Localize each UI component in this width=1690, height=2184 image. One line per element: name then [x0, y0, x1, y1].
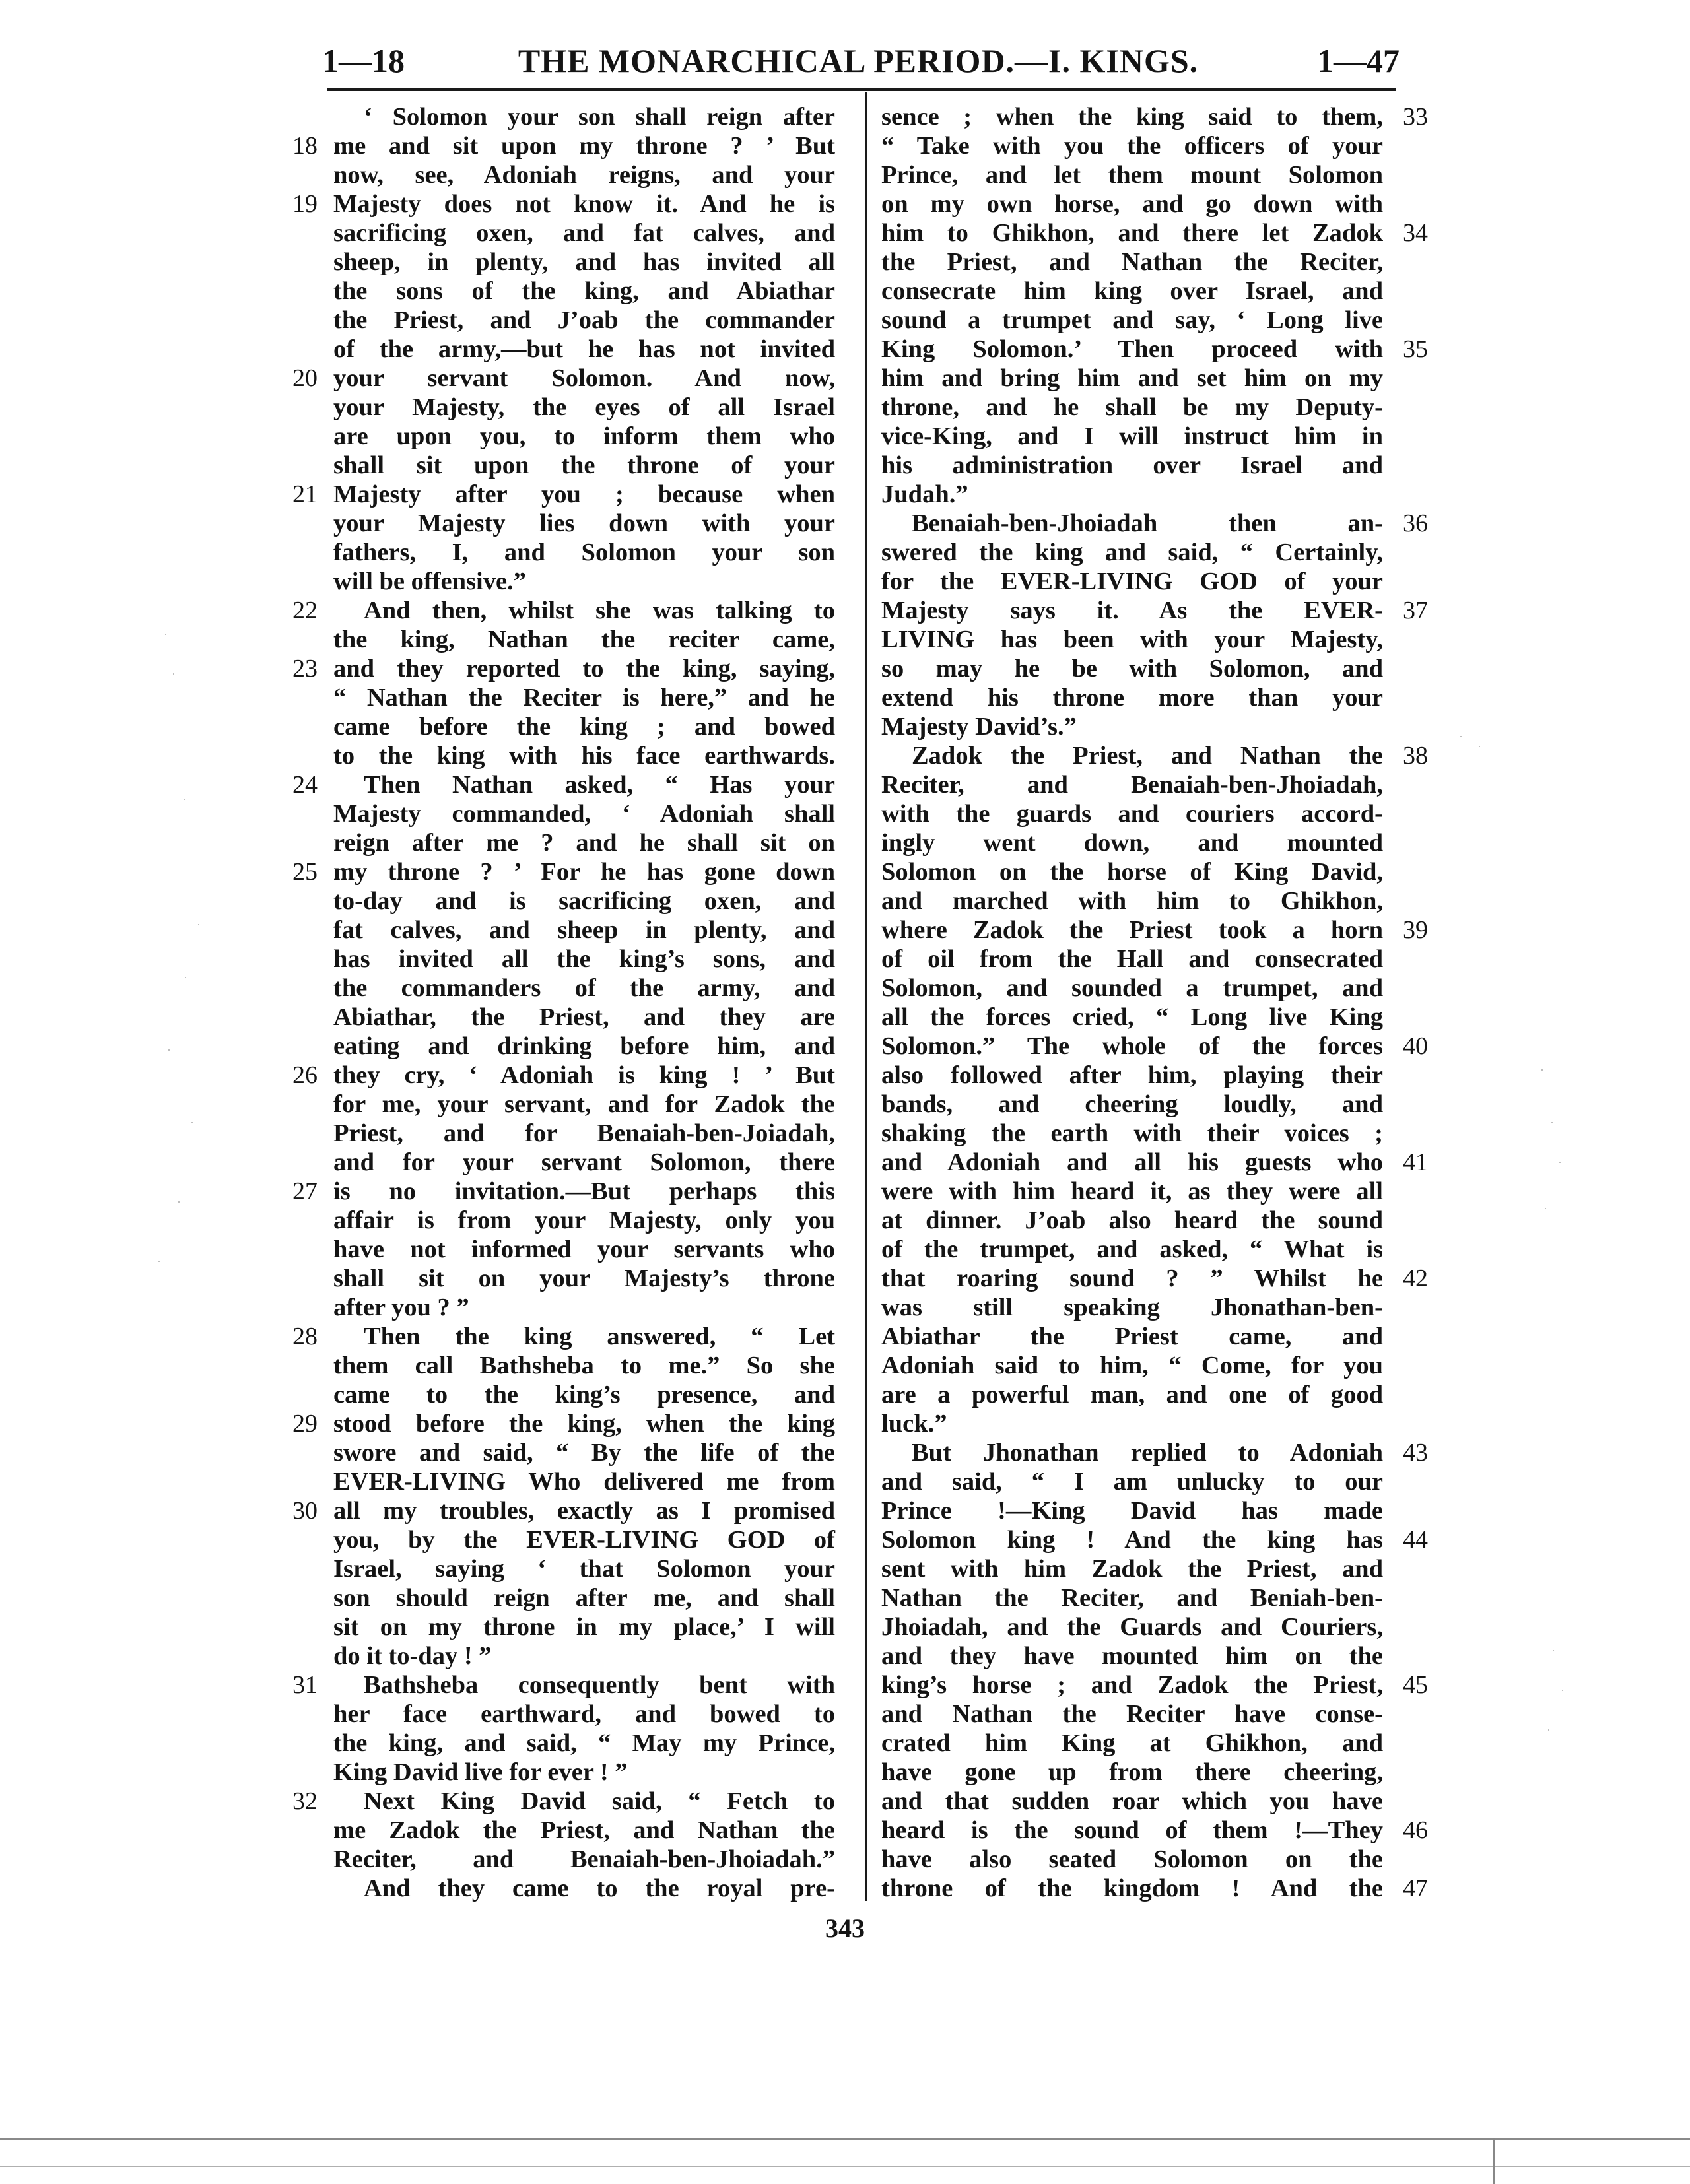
text-line — [881, 1061, 1383, 1090]
line-text: Solomon king ! And the king has — [881, 1526, 1383, 1554]
left-text-column — [292, 102, 835, 1903]
line-text: the commanders of the army, and — [333, 974, 835, 1002]
text-line — [292, 1061, 835, 1090]
text-line — [333, 1206, 835, 1235]
verse-number: 33 — [1403, 103, 1428, 131]
verse-number: 28 — [292, 1323, 318, 1350]
text-line — [881, 799, 1383, 828]
line-text: sit on my throne in my place,’ I will — [333, 1613, 835, 1641]
line-text: of the army,—but he has not invited — [333, 335, 835, 363]
line-text: crated him King at Ghikhon, and — [881, 1729, 1383, 1757]
column-divider — [865, 92, 867, 1901]
line-text: shaking the earth with their voices ; — [881, 1119, 1383, 1147]
text-line — [881, 364, 1383, 393]
line-text: fat calves, and sheep in plenty, and — [333, 916, 835, 944]
line-text: and said, “ I am unlucky to our — [881, 1468, 1383, 1496]
text-line — [333, 102, 835, 131]
line-text: sheep, in plenty, and has invited all — [333, 248, 835, 276]
text-line — [333, 915, 835, 944]
text-line — [292, 1671, 835, 1700]
page-number: 343 — [825, 1913, 865, 1943]
verse-number: 34 — [1403, 219, 1428, 247]
line-text: they cry, ‘ Adoniah is king ! ’ But — [333, 1061, 835, 1089]
line-text: so may he be with Solomon, and — [881, 655, 1383, 682]
line-text: Prince !—King David has made — [881, 1497, 1383, 1525]
line-text: heard is the sound of them !—They — [881, 1816, 1383, 1844]
line-text: his administration over Israel and — [881, 451, 1383, 479]
line-text: But Jhonathan replied to Adoniah — [912, 1439, 1383, 1467]
line-text: all my troubles, exactly as I promised — [333, 1497, 835, 1525]
text-line — [333, 1845, 835, 1874]
verse-number: 27 — [292, 1177, 318, 1205]
text-line — [881, 1496, 1383, 1525]
line-text: affair is from your Majesty, only you — [333, 1207, 835, 1234]
text-line — [881, 1438, 1428, 1467]
verse-number: 37 — [1403, 597, 1428, 624]
line-text: Judah.” — [881, 480, 968, 508]
line-text: Reciter, and Benaiah-ben-Jhoiadah.” — [333, 1845, 835, 1873]
text-line — [333, 335, 835, 364]
line-text: also followed after him, playing their — [881, 1061, 1383, 1089]
line-text: Israel, saying ‘ that Solomon your — [333, 1555, 835, 1583]
verse-number: 20 — [292, 364, 318, 392]
scan-edge-line — [0, 2166, 1690, 2167]
text-line — [881, 1206, 1383, 1235]
line-text: consecrate him king over Israel, and — [881, 277, 1383, 305]
line-text: Majesty David’s.” — [881, 713, 1077, 741]
line-text: are a powerful man, and one of good — [881, 1381, 1383, 1408]
line-text: of the trumpet, and asked, “ What is — [881, 1236, 1383, 1263]
line-text: vice-King, and I will instruct him in — [881, 422, 1383, 450]
line-text: Majesty after you ; because when — [333, 480, 835, 508]
text-line — [881, 1583, 1383, 1612]
text-line — [881, 1612, 1383, 1641]
text-line — [881, 1177, 1383, 1206]
text-line — [333, 1003, 835, 1032]
text-line — [292, 189, 835, 218]
line-text: And they came to the royal pre- — [364, 1874, 835, 1902]
line-text: my throne ? ’ For he has gone down — [333, 858, 835, 886]
line-text: have gone up from there cheering, — [881, 1758, 1383, 1786]
verse-number: 30 — [292, 1497, 318, 1525]
verse-number: 31 — [292, 1671, 318, 1699]
line-text: your Majesty, the eyes of all Israel — [333, 393, 835, 421]
text-line — [292, 1409, 835, 1438]
line-text: and Nathan the Reciter have conse- — [881, 1700, 1383, 1728]
text-line — [881, 1700, 1383, 1729]
line-text: him and bring him and set him on my — [881, 364, 1383, 392]
text-line — [333, 712, 835, 741]
text-line — [292, 1177, 835, 1206]
line-text: was still speaking Jhonathan-ben- — [881, 1294, 1383, 1321]
text-line — [881, 567, 1383, 596]
verse-number: 41 — [1403, 1148, 1428, 1176]
verse-number: 32 — [292, 1787, 318, 1815]
line-text: Abiathar the Priest came, and — [881, 1323, 1383, 1350]
line-text: her face earthward, and bowed to — [333, 1700, 835, 1728]
line-text: the sons of the king, and Abiathar — [333, 277, 835, 305]
text-line — [292, 1496, 835, 1525]
text-line — [333, 1380, 835, 1409]
line-text: to-day and is sacrificing oxen, and — [333, 887, 835, 915]
text-line — [881, 102, 1428, 131]
text-line — [881, 857, 1383, 886]
line-text: now, see, Adoniah reigns, and your — [333, 161, 835, 189]
text-line — [881, 1090, 1383, 1119]
line-text: fathers, I, and Solomon your son — [333, 539, 835, 566]
line-text: Adoniah said to him, “ Come, for you — [881, 1352, 1383, 1379]
line-text: Abiathar, the Priest, and they are — [333, 1003, 835, 1031]
line-text: Benaiah-ben-Jhoiadah then an- — [912, 510, 1383, 537]
line-text: King David live for ever ! ” — [333, 1758, 628, 1786]
text-line — [333, 1235, 835, 1264]
line-text: is no invitation.—But perhaps this — [333, 1177, 835, 1205]
text-line — [333, 1583, 835, 1612]
text-line — [881, 1758, 1383, 1787]
verse-number: 46 — [1403, 1816, 1428, 1844]
text-line — [333, 944, 835, 974]
line-text: came before the king ; and bowed — [333, 713, 835, 741]
text-line — [881, 1322, 1383, 1351]
line-text: “ Nathan the Reciter is here,” and he — [333, 684, 835, 711]
text-line — [333, 741, 835, 770]
right-text-column — [881, 102, 1428, 1903]
line-text: and Adoniah and all his guests who — [881, 1148, 1383, 1176]
text-line — [333, 277, 835, 306]
text-line — [333, 1148, 835, 1177]
text-line — [881, 1641, 1383, 1671]
line-text: sacrificing oxen, and fat calves, and — [333, 219, 835, 247]
text-line — [333, 160, 835, 189]
text-line — [881, 974, 1383, 1003]
line-text: king’s horse ; and Zadok the Priest, — [881, 1671, 1383, 1699]
text-line — [333, 1119, 835, 1148]
text-line — [881, 1845, 1383, 1874]
header-rule — [327, 88, 1396, 91]
text-line — [333, 1264, 835, 1293]
text-line — [333, 1874, 835, 1903]
text-line — [333, 306, 835, 335]
text-line — [881, 1293, 1383, 1322]
text-line — [881, 886, 1383, 915]
line-text: Nathan the Reciter, and Beniah-ben- — [881, 1584, 1383, 1612]
text-line — [333, 248, 835, 277]
line-text: throne of the kingdom ! And the — [881, 1874, 1383, 1902]
text-line — [292, 596, 835, 625]
text-line — [292, 654, 835, 683]
text-line — [881, 1032, 1428, 1061]
line-text: the king, Nathan the reciter came, — [333, 626, 835, 653]
line-text: luck.” — [881, 1410, 947, 1438]
text-line — [292, 1787, 835, 1816]
text-line — [881, 1874, 1428, 1903]
line-text: Majesty commanded, ‘ Adoniah shall — [333, 800, 835, 828]
text-line — [881, 393, 1383, 422]
line-text: bands, and cheering loudly, and — [881, 1090, 1383, 1118]
text-line — [333, 1700, 835, 1729]
line-text: your Majesty lies down with your — [333, 510, 835, 537]
line-text: Priest, and for Benaiah-ben-Joiadah, — [333, 1119, 835, 1147]
verse-number: 40 — [1403, 1032, 1428, 1060]
text-line — [333, 538, 835, 567]
text-line — [881, 1554, 1383, 1583]
text-line — [333, 1351, 835, 1380]
text-line — [333, 799, 835, 828]
text-line — [333, 422, 835, 451]
line-text: have not informed your servants who — [333, 1236, 835, 1263]
text-line — [881, 654, 1383, 683]
text-line — [333, 1612, 835, 1641]
line-text: Solomon, and sounded a trumpet, and — [881, 974, 1383, 1002]
text-line — [881, 480, 1383, 509]
line-text: sence ; when the king said to them, — [881, 103, 1383, 131]
line-text: Then Nathan asked, “ Has your — [364, 771, 835, 799]
line-text: Majesty does not know it. And he is — [333, 190, 835, 218]
text-line — [881, 944, 1383, 974]
line-text: sound a trumpet and say, ‘ Long live — [881, 306, 1383, 334]
text-line — [881, 1351, 1383, 1380]
line-text: Bathsheba consequently bent with — [364, 1671, 835, 1699]
text-line — [881, 131, 1383, 160]
text-line — [881, 277, 1383, 306]
line-text: for me, your servant, and for Zadok the — [333, 1090, 835, 1118]
text-line — [333, 1293, 835, 1322]
line-text: him to Ghikhon, and there let Zadok — [881, 219, 1383, 247]
text-line — [333, 683, 835, 712]
text-line — [881, 625, 1383, 654]
line-text: King Solomon.’ Then proceed with — [881, 335, 1383, 363]
verse-number: 43 — [1403, 1439, 1428, 1467]
text-line — [881, 189, 1383, 218]
verse-number: 26 — [292, 1061, 318, 1089]
line-text: Majesty says it. As the EVER- — [881, 597, 1383, 624]
text-line — [333, 1816, 835, 1845]
line-text: to the king with his face earthwards. — [333, 742, 835, 770]
line-text: on my own horse, and go down with — [881, 190, 1383, 218]
text-line — [881, 218, 1428, 248]
line-text: and for your servant Solomon, there — [333, 1148, 835, 1176]
text-line — [881, 915, 1428, 944]
text-line — [292, 131, 835, 160]
line-text: shall sit on your Majesty’s throne — [333, 1265, 835, 1292]
text-line — [333, 1090, 835, 1119]
verse-number: 45 — [1403, 1671, 1428, 1699]
verse-number: 38 — [1403, 742, 1428, 770]
line-text: after you ? ” — [333, 1294, 469, 1321]
verse-number: 42 — [1403, 1265, 1428, 1292]
line-text: has invited all the king’s sons, and — [333, 945, 835, 973]
line-text: Zadok the Priest, and Nathan the — [912, 742, 1383, 770]
line-text: LIVING has been with your Majesty, — [881, 626, 1383, 653]
line-text: EVER-LIVING Who delivered me from — [333, 1468, 835, 1496]
line-text: where Zadok the Priest took a horn — [881, 916, 1383, 944]
scan-edge-mark — [1493, 2138, 1495, 2184]
line-text: shall sit upon the throne of your — [333, 451, 835, 479]
text-line — [333, 828, 835, 857]
verse-number: 24 — [292, 771, 318, 799]
line-text: Jhoiadah, and the Guards and Couriers, — [881, 1613, 1383, 1641]
line-text: you, by the EVER-LIVING GOD of — [333, 1526, 835, 1554]
text-line — [333, 1641, 835, 1671]
line-text: Solomon.” The whole of the forces — [881, 1032, 1383, 1060]
line-text: were with him heard it, as they were all — [881, 1177, 1383, 1205]
line-text: your servant Solomon. And now, — [333, 364, 835, 392]
text-line — [881, 1264, 1428, 1293]
text-line — [881, 1409, 1383, 1438]
text-line — [881, 306, 1383, 335]
header-verse-range-right: 1—47 — [1317, 42, 1400, 79]
verse-number: 25 — [292, 858, 318, 886]
text-line — [333, 1438, 835, 1467]
verse-number: 19 — [292, 190, 318, 218]
text-line — [881, 1148, 1428, 1177]
text-line — [881, 1729, 1383, 1758]
verse-number: 47 — [1403, 1874, 1428, 1902]
text-line — [881, 712, 1383, 741]
running-header — [310, 41, 1406, 81]
line-text: swered the king and said, “ Certainly, — [881, 539, 1383, 566]
text-line — [881, 509, 1428, 538]
line-text: will be offensive.” — [333, 568, 526, 595]
text-line — [881, 160, 1383, 189]
verse-number: 22 — [292, 597, 318, 624]
text-line — [881, 828, 1383, 857]
text-line — [333, 886, 835, 915]
text-line — [881, 1380, 1383, 1409]
text-line — [333, 509, 835, 538]
header-title: THE MONARCHICAL PERIOD.—I. KINGS. — [518, 42, 1199, 79]
line-text: the Priest, and J’oab the commander — [333, 306, 835, 334]
line-text: them call Bathsheba to me.” So she — [333, 1352, 835, 1379]
verse-number: 21 — [292, 480, 318, 508]
text-line — [881, 422, 1383, 451]
text-line — [881, 596, 1428, 625]
line-text: of oil from the Hall and consecrated — [881, 945, 1383, 973]
text-line — [881, 1525, 1428, 1554]
line-text: the king, and said, “ May my Prince, — [333, 1729, 835, 1757]
line-text: “ Take with you the officers of your — [881, 132, 1383, 160]
line-text: sent with him Zadok the Priest, and — [881, 1555, 1383, 1583]
text-line — [292, 857, 835, 886]
verse-number: 39 — [1403, 916, 1428, 944]
line-text: are upon you, to inform them who — [333, 422, 835, 450]
line-text: ‘ Solomon your son shall reign after — [364, 103, 835, 131]
verse-number: 36 — [1403, 510, 1428, 537]
text-line — [881, 335, 1428, 364]
verse-number: 29 — [292, 1410, 318, 1438]
text-line — [881, 1467, 1383, 1496]
verse-number: 35 — [1403, 335, 1428, 363]
line-text: have also seated Solomon on the — [881, 1845, 1383, 1873]
line-text: swore and said, “ By the life of the — [333, 1439, 835, 1467]
scan-edge-line — [0, 2138, 1690, 2140]
text-line — [881, 1119, 1383, 1148]
line-text: throne, and he shall be my Deputy- — [881, 393, 1383, 421]
line-text: and they have mounted him on the — [881, 1642, 1383, 1670]
line-text: eating and drinking before him, and — [333, 1032, 835, 1060]
line-text: came to the king’s presence, and — [333, 1381, 835, 1408]
line-text: stood before the king, when the king — [333, 1410, 835, 1438]
line-text: ingly went down, and mounted — [881, 829, 1383, 857]
line-text: for the EVER-LIVING GOD of your — [881, 568, 1383, 595]
line-text: with the guards and couriers accord- — [881, 800, 1383, 828]
line-text: And then, whilst she was talking to — [364, 597, 835, 624]
line-text: and they reported to the king, saying, — [333, 655, 835, 682]
text-line — [292, 480, 835, 509]
line-text: and that sudden roar which you have — [881, 1787, 1383, 1815]
line-text: me Zadok the Priest, and Nathan the — [333, 1816, 835, 1844]
text-line — [881, 741, 1428, 770]
line-text: at dinner. J’oab also heard the sound — [881, 1207, 1383, 1234]
text-line — [333, 1032, 835, 1061]
line-text: and marched with him to Ghikhon, — [881, 887, 1383, 915]
text-line — [333, 1758, 835, 1787]
text-line — [333, 625, 835, 654]
text-line — [881, 1671, 1428, 1700]
text-line — [881, 1816, 1428, 1845]
line-text: son should reign after me, and shall — [333, 1584, 835, 1612]
text-line — [292, 364, 835, 393]
verse-number: 23 — [292, 655, 318, 682]
line-text: all the forces cried, “ Long live King — [881, 1003, 1383, 1031]
text-line — [333, 1729, 835, 1758]
text-line — [333, 218, 835, 248]
verse-number: 18 — [292, 132, 318, 160]
text-line — [333, 451, 835, 480]
text-line — [292, 770, 835, 799]
line-text: the Priest, and Nathan the Reciter, — [881, 248, 1383, 276]
text-line — [881, 538, 1383, 567]
line-text: Reciter, and Benaiah-ben-Jhoiadah, — [881, 771, 1383, 799]
text-line — [333, 567, 835, 596]
line-text: Solomon on the horse of King David, — [881, 858, 1383, 886]
text-line — [333, 1554, 835, 1583]
text-line — [333, 1467, 835, 1496]
text-line — [333, 974, 835, 1003]
text-line — [881, 248, 1383, 277]
text-line — [881, 1787, 1383, 1816]
line-text: me and sit upon my throne ? ’ But — [333, 132, 835, 160]
text-line — [333, 393, 835, 422]
header-verse-range-left: 1—18 — [322, 42, 405, 79]
line-text: reign after me ? and he shall sit on — [333, 829, 835, 857]
line-text: do it to-day ! ” — [333, 1642, 492, 1670]
text-line — [881, 1003, 1383, 1032]
text-line — [881, 770, 1383, 799]
line-text: Prince, and let them mount Solomon — [881, 161, 1383, 189]
verse-number: 44 — [1403, 1526, 1428, 1554]
text-line — [292, 1322, 835, 1351]
line-text: Then the king answered, “ Let — [364, 1323, 835, 1350]
text-line — [881, 683, 1383, 712]
line-text: extend his throne more than your — [881, 684, 1383, 711]
line-text: that roaring sound ? ” Whilst he — [881, 1265, 1383, 1292]
text-line — [881, 1235, 1383, 1264]
line-text: Next King David said, “ Fetch to — [364, 1787, 835, 1815]
text-line — [333, 1525, 835, 1554]
text-line — [881, 451, 1383, 480]
